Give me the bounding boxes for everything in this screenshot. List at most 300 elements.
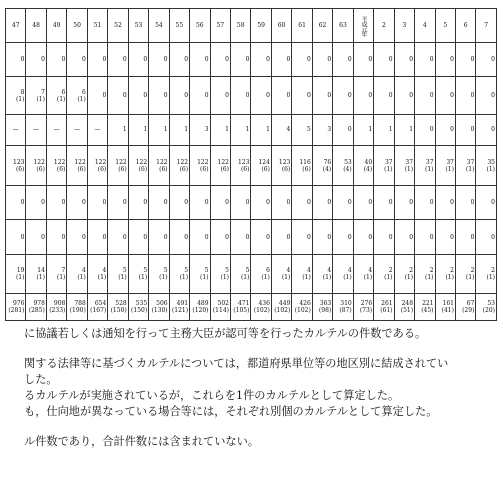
cell-count: 2 [450, 266, 454, 274]
cell-count: 0 [184, 233, 189, 241]
cell-count: 161 [442, 300, 454, 307]
cell-sub-count: (1) [200, 273, 209, 281]
table-cell [6, 43, 26, 77]
cell-count: 0 [266, 92, 270, 100]
table-cell [230, 77, 250, 114]
cell-count: 122 [176, 158, 189, 166]
cell-count: 0 [143, 199, 148, 207]
table-cell [271, 77, 291, 114]
table-cell [333, 77, 353, 114]
footnote-line: るカルテルが実施されているが，これらを1件のカルテルとして算定した。 [24, 389, 400, 402]
table-cell [108, 186, 128, 220]
table-cell [230, 294, 250, 321]
year-header-cell: 57 [210, 9, 230, 43]
table-cell [394, 294, 414, 321]
table-cell [394, 145, 414, 185]
cell-count: 123 [278, 158, 291, 166]
table-cell [333, 186, 353, 220]
table-cell [210, 294, 230, 321]
cell-count: 5 [245, 266, 250, 274]
cell-count: 1 [245, 126, 250, 134]
table-cell [6, 114, 26, 145]
cell-count: 0 [143, 56, 148, 64]
table-cell [128, 186, 148, 220]
cell-sub-count: (1) [425, 273, 434, 281]
cell-count: 0 [163, 56, 168, 64]
cell-sub-count: (1) [465, 273, 475, 281]
table-cell [108, 145, 128, 185]
cell-count: 0 [102, 92, 107, 100]
table-cell [374, 114, 394, 145]
table-cell [374, 254, 394, 293]
cell-count: 123 [13, 158, 25, 166]
table-cell [271, 254, 291, 293]
cell-sub-count: (190) [69, 307, 86, 314]
year-header-cell: 50 [67, 9, 87, 43]
table-cell [435, 145, 455, 185]
year-header-cell: 48 [26, 9, 46, 43]
table-cell [333, 43, 353, 77]
cell-sub-count: (1) [404, 165, 414, 173]
year-header-cell: 63 [333, 9, 353, 43]
cell-count: 0 [429, 233, 434, 241]
table-cell [230, 186, 250, 220]
table-cell [435, 77, 455, 114]
cell-count: 4 [306, 266, 311, 274]
cell-count: 37 [384, 158, 393, 166]
table-row [6, 43, 497, 77]
table-cell [333, 254, 353, 293]
table-cell [26, 254, 46, 293]
cell-count: 506 [156, 300, 168, 307]
table-cell [435, 254, 455, 293]
table-cell [455, 77, 475, 114]
table-cell [169, 186, 189, 220]
table-cell [128, 77, 148, 114]
cell-count: 0 [102, 199, 107, 207]
cell-count: 53 [487, 300, 495, 307]
table-row [6, 186, 497, 220]
table-cell [312, 254, 332, 293]
cell-sub-count: (6) [302, 165, 311, 173]
cell-sub-count: (233) [49, 307, 66, 314]
cell-count: 0 [470, 233, 475, 241]
table-cell [190, 77, 210, 114]
table-cell [251, 186, 271, 220]
cell-count: 0 [184, 92, 189, 100]
table-cell [271, 145, 291, 185]
cell-sub-count: (41) [441, 307, 454, 314]
cell-sub-count: (87) [339, 307, 352, 314]
cell-count: 0 [409, 199, 414, 207]
table-cell [87, 114, 107, 145]
cell-count: 123 [237, 158, 250, 166]
cell-count: 248 [401, 300, 414, 307]
cell-count: 0 [81, 199, 86, 207]
cell-count: 978 [33, 300, 45, 307]
cell-count: 0 [470, 92, 475, 100]
table-cell [476, 186, 497, 220]
cell-count: — [74, 126, 81, 134]
cell-sub-count: (61) [380, 307, 393, 314]
table-cell [210, 43, 230, 77]
cell-count: 0 [245, 199, 250, 207]
table-cell [149, 254, 169, 293]
cell-sub-count: (20) [482, 307, 495, 314]
table-cell [67, 186, 87, 220]
cell-count: 37 [425, 158, 434, 166]
table-cell [271, 43, 291, 77]
table-cell [415, 145, 435, 185]
table-cell [169, 145, 189, 185]
cell-sub-count: (120) [192, 307, 209, 314]
table-row [6, 220, 497, 254]
cell-count: 0 [450, 126, 454, 134]
footnotes [24, 326, 494, 450]
table-cell [353, 145, 373, 185]
table-cell [374, 294, 394, 321]
table-cell [149, 43, 169, 77]
cell-sub-count: (1) [302, 273, 311, 281]
cell-count: 3 [327, 126, 332, 134]
cell-count: 0 [306, 233, 311, 241]
cell-count: 0 [286, 92, 291, 100]
year-header-cell: 62 [312, 9, 332, 43]
cell-sub-count: (105) [233, 307, 250, 314]
cell-count: 2 [409, 266, 414, 274]
table-cell [210, 254, 230, 293]
cell-count: 67 [466, 300, 475, 307]
footnote-line: に協議若しくは通知を行って主務大臣が認可等を行ったカルテルの件数である。 [24, 327, 427, 340]
table-cell [271, 220, 291, 254]
cell-count: 0 [245, 56, 250, 64]
table-cell [312, 186, 332, 220]
year-header-cell: 4 [415, 9, 435, 43]
cell-count: 122 [115, 158, 127, 166]
table-cell [476, 114, 497, 145]
cell-count: 0 [122, 199, 127, 207]
cell-count: 0 [20, 199, 25, 207]
cell-sub-count: (6) [56, 165, 66, 173]
table-cell [230, 114, 250, 145]
cell-count: 6 [61, 88, 66, 96]
cell-count: 122 [94, 158, 107, 166]
cell-count: 0 [347, 233, 352, 241]
table-cell [128, 254, 148, 293]
cell-sub-count: (1) [36, 95, 45, 103]
cell-sub-count: (1) [15, 95, 25, 103]
cell-count: 221 [422, 300, 434, 307]
table-cell [476, 254, 497, 293]
table-cell [169, 254, 189, 293]
cell-count: 2 [491, 266, 495, 274]
table-cell [353, 294, 373, 321]
table-cell [415, 77, 435, 114]
table-cell [353, 43, 373, 77]
cell-count: 0 [61, 199, 66, 207]
cell-count: 0 [409, 56, 414, 64]
table-cell [271, 186, 291, 220]
table-cell [394, 43, 414, 77]
cell-sub-count: (6) [200, 165, 209, 173]
table-cell [292, 145, 312, 185]
table-cell [128, 114, 148, 145]
table-cell [149, 145, 169, 185]
cell-count: 0 [122, 233, 127, 241]
table-cell [26, 145, 46, 185]
table-cell [476, 43, 497, 77]
cell-sub-count: (1) [486, 165, 495, 173]
cell-count: 0 [368, 56, 373, 64]
cell-sub-count: (6) [281, 165, 291, 173]
cell-sub-count: (1) [445, 273, 454, 281]
cell-count: 0 [143, 92, 148, 100]
cell-sub-count: (6) [97, 165, 107, 173]
table-cell [251, 294, 271, 321]
cell-count: 0 [470, 56, 475, 64]
table-cell [149, 294, 169, 321]
table-cell [87, 145, 107, 185]
cell-sub-count: (1) [56, 95, 66, 103]
table-cell [230, 145, 250, 185]
cell-sub-count: (114) [212, 307, 229, 314]
cell-count: 0 [20, 233, 25, 241]
year-header-cell: 3 [394, 9, 414, 43]
cell-count: 4 [102, 266, 107, 274]
table-cell [210, 114, 230, 145]
table-cell [312, 43, 332, 77]
cell-count: 535 [135, 300, 148, 307]
table-cell [312, 294, 332, 321]
cell-count: 0 [470, 126, 475, 134]
cell-count: 1 [266, 126, 270, 134]
cell-count: 0 [347, 199, 352, 207]
table-cell [312, 114, 332, 145]
cell-count: 449 [278, 300, 291, 307]
cell-sub-count: (1) [384, 273, 393, 281]
table-cell [169, 43, 189, 77]
year-header-cell: 55 [169, 9, 189, 43]
cell-count: 37 [446, 158, 454, 166]
cell-count: 35 [487, 158, 495, 166]
cell-count: 261 [381, 300, 393, 307]
table-cell [67, 114, 87, 145]
cell-count: 0 [225, 56, 229, 64]
cell-count: 276 [360, 300, 373, 307]
cell-count: 1 [143, 126, 148, 134]
table-cell [46, 294, 66, 321]
cell-count: 0 [491, 233, 495, 241]
table-cell [149, 77, 169, 114]
cell-count: 0 [245, 92, 250, 100]
table-cell [455, 254, 475, 293]
year-header-cell: 5 [435, 9, 455, 43]
cell-count: 528 [115, 300, 127, 307]
cell-sub-count: (121) [171, 307, 189, 314]
cell-sub-count: (1) [159, 273, 168, 281]
table-row [6, 294, 497, 321]
cell-count: 0 [122, 92, 127, 100]
table-cell [190, 186, 210, 220]
cell-sub-count: (1) [486, 273, 495, 281]
cell-count: 1 [409, 126, 414, 134]
cell-count: 7 [41, 88, 45, 96]
cell-count: 4 [368, 266, 373, 274]
table-cell [149, 186, 169, 220]
cell-count: 0 [20, 56, 25, 64]
cell-count: 908 [53, 300, 66, 307]
year-header-cell: 平成元年 [353, 9, 373, 43]
table-cell [128, 220, 148, 254]
table-cell [415, 43, 435, 77]
table-cell [6, 254, 26, 293]
table-cell [271, 294, 291, 321]
table-cell [190, 294, 210, 321]
cell-sub-count: (1) [138, 273, 148, 281]
cell-sub-count: (1) [445, 165, 454, 173]
cell-count: 0 [368, 199, 373, 207]
table-cell [455, 114, 475, 145]
cell-count: 0 [327, 56, 332, 64]
cell-count: 4 [347, 266, 352, 274]
cell-count: 0 [204, 233, 209, 241]
table-cell [230, 220, 250, 254]
cell-sub-count: (1) [77, 273, 86, 281]
table-cell [46, 43, 66, 77]
table-cell [353, 77, 373, 114]
year-header-cell: 58 [230, 9, 250, 43]
table-cell [476, 220, 497, 254]
cell-count: 489 [197, 300, 209, 307]
cell-count: 37 [466, 158, 475, 166]
table-cell [394, 254, 414, 293]
year-header-cell: 7 [476, 9, 497, 43]
cell-count: 0 [266, 199, 270, 207]
year-header-row [6, 9, 497, 43]
cell-count: 5 [184, 266, 189, 274]
cell-sub-count: (4) [363, 165, 373, 173]
cell-sub-count: (51) [400, 307, 414, 314]
table-cell [394, 186, 414, 220]
cell-count: 0 [143, 233, 148, 241]
table-cell [87, 186, 107, 220]
table-cell [210, 77, 230, 114]
table-cell [415, 294, 435, 321]
table-cell [374, 186, 394, 220]
table-cell [128, 43, 148, 77]
cell-count: 122 [156, 158, 168, 166]
year-header-cell: 56 [190, 9, 210, 43]
cell-sub-count: (1) [240, 273, 250, 281]
cell-sub-count: (6) [77, 165, 86, 173]
cell-sub-count: (6) [36, 165, 45, 173]
table-cell [169, 114, 189, 145]
cell-sub-count: (1) [179, 273, 189, 281]
cell-count: 4 [286, 266, 291, 274]
table-cell [251, 254, 271, 293]
table-cell [67, 145, 87, 185]
table-cell [292, 114, 312, 145]
year-header-cell: 59 [251, 9, 271, 43]
cell-count: 0 [245, 233, 250, 241]
table-cell [67, 43, 87, 77]
cell-count: 0 [306, 199, 311, 207]
table-cell [108, 294, 128, 321]
table-cell [251, 114, 271, 145]
year-header-cell: 49 [46, 9, 66, 43]
cell-count: 14 [37, 266, 45, 274]
table-cell [108, 220, 128, 254]
cell-count: 0 [204, 92, 209, 100]
cell-count: 0 [429, 56, 434, 64]
table-cell [67, 77, 87, 114]
cell-count: 0 [327, 92, 332, 100]
cell-count: — [33, 126, 40, 134]
table-cell [353, 186, 373, 220]
year-header-cell: 2 [374, 9, 394, 43]
cell-sub-count: (150) [131, 307, 148, 314]
cell-count: 3 [204, 126, 209, 134]
table-cell [6, 186, 26, 220]
cell-count: 0 [491, 92, 495, 100]
cell-sub-count: (1) [322, 273, 332, 281]
year-header-cell: 52 [108, 9, 128, 43]
table-cell [6, 220, 26, 254]
table-cell [374, 43, 394, 77]
cell-count: 0 [327, 199, 332, 207]
cell-count: 0 [450, 56, 454, 64]
cell-sub-count: (102) [294, 307, 311, 314]
table-cell [333, 294, 353, 321]
table-cell [128, 294, 148, 321]
cell-count: 0 [409, 233, 414, 241]
cell-sub-count: (1) [36, 273, 45, 281]
cell-sub-count: (6) [220, 165, 229, 173]
cell-count: 0 [266, 233, 270, 241]
cell-count: 37 [405, 158, 414, 166]
table-cell [415, 254, 435, 293]
cell-sub-count: (1) [363, 273, 373, 281]
cell-count: 6 [266, 266, 270, 274]
table-cell [67, 220, 87, 254]
cell-count: 788 [74, 300, 86, 307]
cell-count: 122 [53, 158, 66, 166]
table-cell [26, 186, 46, 220]
cell-sub-count: (167) [90, 307, 107, 314]
table-cell [190, 114, 210, 145]
table-cell [251, 145, 271, 185]
table-cell [394, 114, 414, 145]
table-cell [292, 43, 312, 77]
cell-sub-count: (6) [15, 165, 25, 173]
cell-count: 0 [491, 126, 495, 134]
cell-sub-count: (1) [384, 165, 393, 173]
footnote-line: も，仕向地が異なっている場合等には，それぞれ別個のカルテルとして算定した。 [24, 405, 438, 418]
table-cell [210, 145, 230, 185]
cell-count: 0 [429, 92, 434, 100]
cell-count: 0 [163, 92, 168, 100]
cell-count: 53 [344, 158, 352, 166]
cell-count: 7 [61, 266, 66, 274]
cell-count: 654 [94, 300, 107, 307]
table-cell [169, 77, 189, 114]
cell-sub-count: (1) [220, 273, 229, 281]
cell-count: 0 [327, 233, 332, 241]
cell-sub-count: (1) [425, 165, 434, 173]
cell-count: 0 [102, 233, 107, 241]
cell-count: 0 [450, 233, 454, 241]
table-cell [190, 43, 210, 77]
